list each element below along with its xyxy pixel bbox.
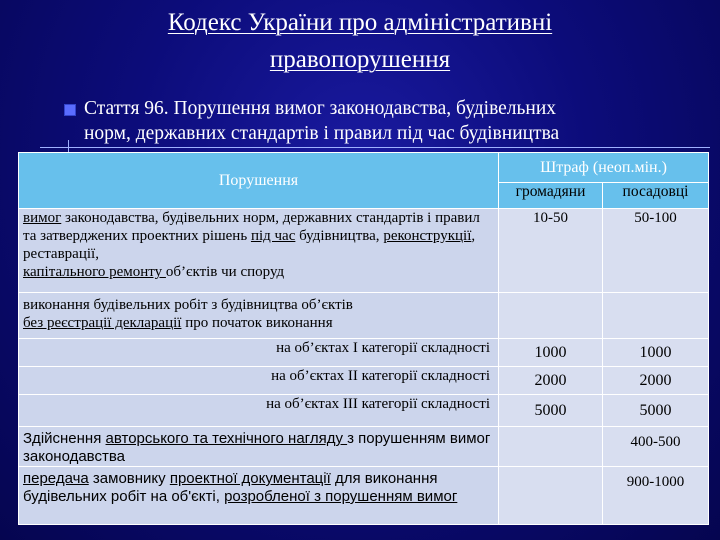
row3-officials: 1000 bbox=[603, 339, 709, 367]
table-header-row bbox=[19, 153, 709, 183]
table-row bbox=[19, 209, 709, 293]
row2-violation: виконання будівельних робіт з будівництва об’єктів без реєстрації декларації про початок виконання bbox=[19, 293, 499, 339]
row1-officials: 50-100 bbox=[603, 209, 709, 293]
header-fine: Штраф (неоп.мін.) bbox=[499, 153, 709, 183]
divider-line bbox=[40, 147, 710, 148]
row6-officials: 400-500 bbox=[603, 427, 709, 467]
header-citizens: громадяни bbox=[499, 183, 603, 209]
table-row bbox=[19, 467, 709, 525]
slide-title bbox=[60, 4, 660, 78]
row6-violation: Здійснення авторського та технічного нагляду з порушенням вимог законодавства bbox=[19, 427, 499, 467]
row7-violation: передача замовнику проектної документації для виконання будівельних робіт на об'єкті, розробленої з порушенням вимог bbox=[19, 467, 499, 525]
row3-citizens: 1000 bbox=[499, 339, 603, 367]
row6-citizens bbox=[499, 427, 603, 467]
article-heading-line1: Стаття 96. Порушення вимог законодавства, будівельних bbox=[84, 98, 557, 119]
row2-citizens bbox=[499, 293, 603, 339]
table-row bbox=[19, 293, 709, 339]
slide-title-line2: правопорушення bbox=[269, 46, 451, 73]
article-heading-line2: норм, державних стандартів і правил під час будівництва bbox=[84, 123, 560, 144]
table-row bbox=[19, 395, 709, 427]
table-row bbox=[19, 427, 709, 467]
row4-officials: 2000 bbox=[603, 367, 709, 395]
fines-table bbox=[18, 152, 709, 525]
row5-officials: 5000 bbox=[603, 395, 709, 427]
row7-officials: 900-1000 bbox=[603, 467, 709, 525]
row2-officials bbox=[603, 293, 709, 339]
header-violation: Порушення bbox=[19, 153, 499, 209]
table-row bbox=[19, 367, 709, 395]
row4-category: на об’єктах II категорії складності bbox=[19, 367, 499, 395]
article-heading bbox=[84, 96, 704, 146]
row7-citizens bbox=[499, 467, 603, 525]
row5-category: на об’єктах III категорії складності bbox=[19, 395, 499, 427]
bullet-square-icon bbox=[64, 104, 76, 116]
row1-violation: вимог законодавства, будівельних норм, державних стандартів і правил та затверджених проектних рішень під час будівництва, реконструкції, реставрації, капітального ремонту об’єктів чи споруд bbox=[19, 209, 499, 293]
row5-citizens: 5000 bbox=[499, 395, 603, 427]
divider-tick bbox=[68, 140, 69, 152]
slide-title-line1: Кодекс України про адміністративні bbox=[167, 9, 553, 36]
row1-citizens: 10-50 bbox=[499, 209, 603, 293]
row3-category: на об’єктах I категорії складності bbox=[19, 339, 499, 367]
row4-citizens: 2000 bbox=[499, 367, 603, 395]
table-row bbox=[19, 339, 709, 367]
header-officials: посадовці bbox=[603, 183, 709, 209]
